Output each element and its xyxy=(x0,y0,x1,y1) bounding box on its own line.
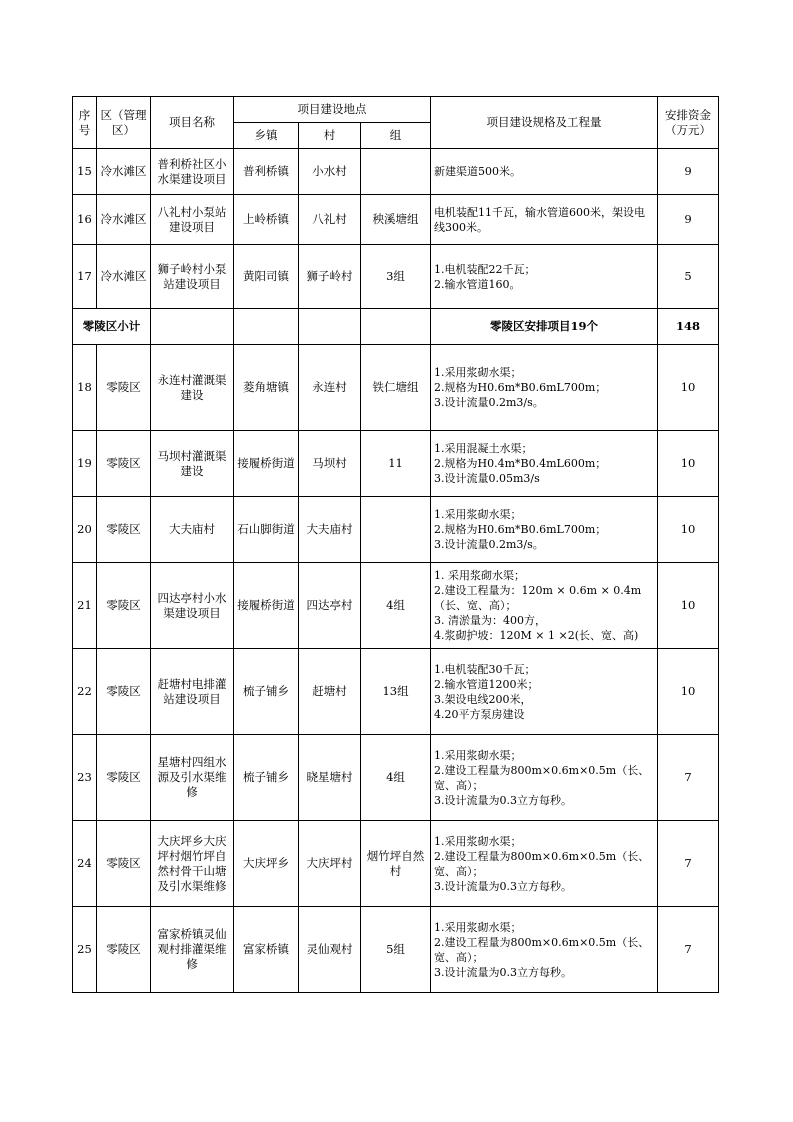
cell-district: 零陵区 xyxy=(97,821,151,907)
subtotal-desc: 零陵区安排项目19个 xyxy=(431,309,658,345)
cell-district: 冷水滩区 xyxy=(97,149,151,195)
spec-line: 1. 采用浆砌水渠； xyxy=(434,569,526,582)
spec-line: 3.设计流量为0.3立方每秒。 xyxy=(434,879,573,893)
table-row xyxy=(73,431,719,497)
header-project-name: 项目名称 xyxy=(151,97,234,149)
cell-group: 铁仁塘组 xyxy=(361,345,431,431)
cell-district: 冷水滩区 xyxy=(97,245,151,309)
spec-line: 3.设计流量0.2m3/s。 xyxy=(434,396,544,409)
cell-spec xyxy=(431,821,658,907)
cell-funds: 7 xyxy=(658,907,719,993)
cell-town: 接履桥街道 xyxy=(234,431,299,497)
cell-project-name: 富家桥镇灵仙观村排灌渠维修 xyxy=(151,907,234,993)
project-table xyxy=(72,96,719,993)
cell-spec xyxy=(431,907,658,993)
spec-line: 新建渠道500米。 xyxy=(434,165,522,178)
header-town: 乡镇 xyxy=(234,123,299,149)
spec-line: 1.采用浆砌水渠； xyxy=(434,748,522,762)
cell-funds: 10 xyxy=(658,431,719,497)
cell-funds: 7 xyxy=(658,821,719,907)
spec-line: 2.输水管道1200米； xyxy=(434,677,539,691)
subtotal-funds: 148 xyxy=(658,309,719,345)
cell-spec xyxy=(431,245,658,309)
cell-town: 大庆坪乡 xyxy=(234,821,299,907)
cell-empty xyxy=(361,309,431,345)
spec-line: 1.采用浆砌水渠； xyxy=(434,508,522,521)
cell-project-name: 狮子岭村小泵站建设项目 xyxy=(151,245,234,309)
cell-no: 16 xyxy=(73,195,97,245)
cell-project-name: 赶塘村电排灌站建设项目 xyxy=(151,649,234,735)
cell-empty xyxy=(151,309,234,345)
cell-spec xyxy=(431,345,658,431)
cell-project-name: 八礼村小泵站建设项目 xyxy=(151,195,234,245)
cell-village: 八礼村 xyxy=(299,195,361,245)
header-no: 序号 xyxy=(73,97,97,149)
table-row xyxy=(73,195,719,245)
spec-line: 3.设计流量为0.3立方每秒。 xyxy=(434,965,573,979)
table-row xyxy=(73,563,719,649)
cell-funds: 10 xyxy=(658,563,719,649)
cell-village: 赶塘村 xyxy=(299,649,361,735)
cell-funds: 5 xyxy=(658,245,719,309)
cell-district: 零陵区 xyxy=(97,649,151,735)
spec-line: 3.设计流量0.2m3/s。 xyxy=(434,538,544,551)
spec-line: 2.建设工程量为800m×0.6m×0.5m（长、宽、高）； xyxy=(434,849,650,878)
cell-project-name: 星塘村四组水源及引水渠维修 xyxy=(151,735,234,821)
table-row xyxy=(73,245,719,309)
spec-line: 1.采用浆砌水渠； xyxy=(434,366,522,379)
cell-group: 烟竹坪自然村 xyxy=(361,821,431,907)
cell-district: 零陵区 xyxy=(97,735,151,821)
header-district: 区（管理区） xyxy=(97,97,151,149)
spec-line: 2.规格为H0.6m*B0.6mL700m； xyxy=(434,523,607,536)
cell-project-name: 四达亭村小水渠建设项目 xyxy=(151,563,234,649)
table-row xyxy=(73,649,719,735)
cell-no: 22 xyxy=(73,649,97,735)
cell-project-name: 普利桥社区小水渠建设项目 xyxy=(151,149,234,195)
spec-line: 2.建设工程量为800m×0.6m×0.5m（长、宽、高）； xyxy=(434,763,650,792)
cell-town: 黄阳司镇 xyxy=(234,245,299,309)
spec-line: 1.电机装配22千瓦； xyxy=(434,262,536,276)
cell-project-name: 马坝村灌溉渠建设 xyxy=(151,431,234,497)
cell-spec xyxy=(431,431,658,497)
cell-no: 24 xyxy=(73,821,97,907)
spec-line: 4.浆砌护坡：120M × 1 ×2(长、宽、高) xyxy=(434,629,639,642)
cell-spec xyxy=(431,649,658,735)
cell-district: 零陵区 xyxy=(97,907,151,993)
cell-no: 15 xyxy=(73,149,97,195)
cell-village: 大夫庙村 xyxy=(299,497,361,563)
cell-village: 小水村 xyxy=(299,149,361,195)
spec-line: 1.采用混凝土水渠； xyxy=(434,442,533,455)
cell-spec xyxy=(431,149,658,195)
cell-spec xyxy=(431,195,658,245)
subtotal-row xyxy=(73,309,719,345)
spec-line: 2.规格为H0.4m*B0.4mL600m； xyxy=(434,457,607,470)
table-row xyxy=(73,149,719,195)
cell-town: 接履桥街道 xyxy=(234,563,299,649)
spec-line: 1.电机装配30千瓦； xyxy=(434,662,536,676)
cell-district: 冷水滩区 xyxy=(97,195,151,245)
cell-group xyxy=(361,149,431,195)
cell-spec xyxy=(431,735,658,821)
cell-group: 5组 xyxy=(361,907,431,993)
subtotal-label: 零陵区小计 xyxy=(73,309,151,345)
cell-group: 秧溪塘组 xyxy=(361,195,431,245)
cell-group xyxy=(361,497,431,563)
cell-group: 3组 xyxy=(361,245,431,309)
cell-village: 狮子岭村 xyxy=(299,245,361,309)
cell-town: 富家桥镇 xyxy=(234,907,299,993)
cell-town: 上岭桥镇 xyxy=(234,195,299,245)
cell-town: 梳子铺乡 xyxy=(234,735,299,821)
header-location: 项目建设地点 xyxy=(234,97,431,123)
cell-village: 四达亭村 xyxy=(299,563,361,649)
cell-village: 马坝村 xyxy=(299,431,361,497)
spec-line: 电机装配11千瓦，输水管道600米，架设电线300米。 xyxy=(434,205,646,234)
cell-project-name: 大庆坪乡大庆坪村烟竹坪自然村骨干山塘及引水渠维修 xyxy=(151,821,234,907)
spec-line: 3.设计流量0.05m3/s xyxy=(434,472,540,485)
cell-project-name: 大夫庙村 xyxy=(151,497,234,563)
spec-line: 2.规格为H0.6m*B0.6mL700m； xyxy=(434,381,607,394)
spec-line: 4.20平方泵房建设 xyxy=(434,707,525,721)
cell-no: 25 xyxy=(73,907,97,993)
cell-village: 晓星塘村 xyxy=(299,735,361,821)
cell-group: 13组 xyxy=(361,649,431,735)
spec-line: 3. 清淤量为：400方， xyxy=(434,614,547,627)
table-row xyxy=(73,345,719,431)
cell-funds: 10 xyxy=(658,497,719,563)
spec-line: 2.建设工程量为800m×0.6m×0.5m（长、宽、高）； xyxy=(434,935,650,964)
table-row xyxy=(73,497,719,563)
cell-funds: 10 xyxy=(658,649,719,735)
cell-no: 20 xyxy=(73,497,97,563)
cell-no: 18 xyxy=(73,345,97,431)
cell-no: 17 xyxy=(73,245,97,309)
cell-district: 零陵区 xyxy=(97,431,151,497)
header-funds: 安排资金（万元） xyxy=(658,97,719,149)
spec-line: 2.输水管道160。 xyxy=(434,277,521,291)
cell-village: 永连村 xyxy=(299,345,361,431)
cell-district: 零陵区 xyxy=(97,497,151,563)
spec-line: 1.采用浆砌水渠； xyxy=(434,920,522,934)
cell-village: 灵仙观村 xyxy=(299,907,361,993)
cell-town: 普利桥镇 xyxy=(234,149,299,195)
cell-group: 4组 xyxy=(361,563,431,649)
cell-district: 零陵区 xyxy=(97,345,151,431)
header-group: 组 xyxy=(361,123,431,149)
cell-town: 菱角塘镇 xyxy=(234,345,299,431)
cell-spec xyxy=(431,497,658,563)
cell-no: 23 xyxy=(73,735,97,821)
cell-empty xyxy=(299,309,361,345)
header-village: 村 xyxy=(299,123,361,149)
cell-town: 石山脚街道 xyxy=(234,497,299,563)
cell-empty xyxy=(234,309,299,345)
cell-group: 4组 xyxy=(361,735,431,821)
cell-funds: 9 xyxy=(658,149,719,195)
cell-funds: 10 xyxy=(658,345,719,431)
cell-funds: 7 xyxy=(658,735,719,821)
header-spec: 项目建设规格及工程量 xyxy=(431,97,658,149)
cell-project-name: 永连村灌溉渠建设 xyxy=(151,345,234,431)
cell-group: 11 xyxy=(361,431,431,497)
table-row xyxy=(73,821,719,907)
spec-line: 1.采用浆砌水渠； xyxy=(434,834,522,848)
cell-district: 零陵区 xyxy=(97,563,151,649)
cell-no: 19 xyxy=(73,431,97,497)
spec-line: 2.建设工程量为：120m × 0.6m × 0.4m（长、宽、高）； xyxy=(434,584,642,612)
table-row xyxy=(73,907,719,993)
spec-line: 3.设计流量为0.3立方每秒。 xyxy=(434,793,573,807)
spec-line: 3.架设电线200米， xyxy=(434,692,532,706)
cell-funds: 9 xyxy=(658,195,719,245)
cell-spec xyxy=(431,563,658,649)
cell-no: 21 xyxy=(73,563,97,649)
table-row xyxy=(73,735,719,821)
cell-town: 梳子铺乡 xyxy=(234,649,299,735)
cell-village: 大庆坪村 xyxy=(299,821,361,907)
